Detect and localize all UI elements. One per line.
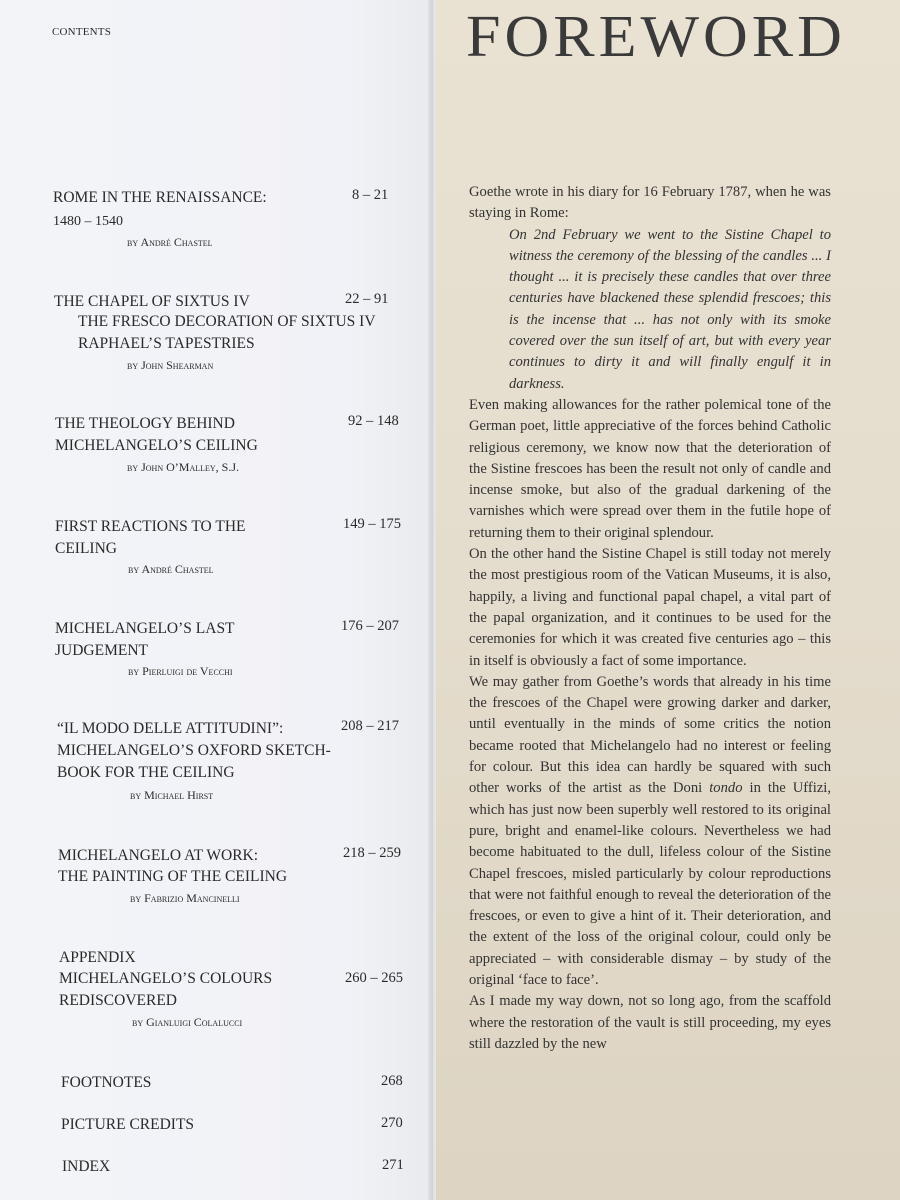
toc-entry-title-line: APPENDIX xyxy=(59,949,136,966)
foreword-paragraph xyxy=(469,672,831,991)
toc-entry-author: by André Chastel xyxy=(128,562,214,576)
toc-entry-pages: 176 – 207 xyxy=(341,618,399,634)
toc-entry-pages: 149 – 175 xyxy=(343,516,401,532)
toc-entry-title-line: REDISCOVERED xyxy=(59,992,177,1009)
paragraph-text: in the Uffizi, which has just now been superbly well restored to its original pure, bright and enamel-like colours. Nevertheless we had become habituated to the dull, lifeless colour of the Sistine Chapel frescoes, misled particularly by colour reproductions that were not faithful enough to reveal the deterioration of the frescoes, or even to give a hint of it. Their deterioration, and the extent of the loss of the original colour, could only be appreciated – with considerable dismay – by study of the original ‘face to face’. xyxy=(469,780,832,988)
toc-entry-pages: 268 xyxy=(381,1073,403,1089)
toc-entry-pages: 271 xyxy=(382,1157,404,1173)
toc-entry-author: by Gianluigi Colalucci xyxy=(132,1015,243,1029)
toc-entry-title-line: BOOK FOR THE CEILING xyxy=(57,764,235,781)
toc-entry-author: by Pierluigi de Vecchi xyxy=(128,664,233,678)
toc-entry-title-line: CEILING xyxy=(55,540,117,557)
toc-entry-title-line: THE CHAPEL OF SIXTUS IV xyxy=(54,293,250,310)
contents-heading: contents xyxy=(52,23,112,39)
toc-entry-title-line: FIRST REACTIONS TO THE xyxy=(55,518,246,535)
foreword-paragraph: Even making allowances for the rather polemical tone of the German poet, little appreciative of the forces behind Catholic religious ceremony, we know now that the deterioration of the Sistine frescoes has been the result not only of candle and incense smoke, but also of the gradual darkening of the varnishes which were spread over them in the futile hope of returning them to their original splendour. xyxy=(469,396,831,541)
paragraph-text: We may gather from Goethe’s words that already in his time the frescoes of the Chapel were growing darker and darker, until eventually in the minds of some critics the notion became rooted that Michelangelo had no interest or feeling for colour. But this idea can hardly be squared with such other works of the artist as the Doni xyxy=(469,673,831,797)
toc-entry-title-line: JUDGEMENT xyxy=(55,642,148,659)
goethe-quote: On 2nd February we went to the Sistine Chapel to witness the ceremony of the blessing of the candles ... I thought ... it is precisely these candles that over three centuries have blackened these splendid frescoes; this is the incense that ... has not only with its smoke covered over the sun itself of art, but with every year continues to dirty it and will finally engulf it in darkness. xyxy=(509,226,831,392)
toc-entry-author: by Fabrizio Mancinelli xyxy=(130,891,240,905)
contents-page xyxy=(0,0,433,1200)
toc-entry-pages: 208 – 217 xyxy=(341,718,399,734)
italic-term: tondo xyxy=(709,780,743,797)
toc-entry-author: by André Chastel xyxy=(127,235,213,249)
foreword-body xyxy=(469,182,831,1055)
foreword-intro: Goethe wrote in his diary for 16 February 1787, when he was staying in Rome: xyxy=(469,184,831,222)
toc-entry-pages: 22 – 91 xyxy=(345,291,389,307)
toc-entry-author: by John Shearman xyxy=(127,358,214,372)
toc-entry-author: by John O’Malley, S.J. xyxy=(127,460,240,474)
toc-entry-title-line: ROME IN THE RENAISSANCE: xyxy=(53,189,267,206)
toc-entry-author: by Michael Hirst xyxy=(130,788,214,802)
toc-entry-title-line: MICHELANGELO’S LAST xyxy=(55,620,235,637)
toc-entry-title-line: INDEX xyxy=(62,1158,111,1175)
toc-entry-title-line: PICTURE CREDITS xyxy=(61,1116,195,1133)
toc-entry-pages: 260 – 265 xyxy=(345,970,403,986)
toc-entry-pages: 270 xyxy=(381,1115,403,1131)
toc-entry-title-line: MICHELANGELO’S CEILING xyxy=(55,437,258,454)
toc-entry-title-line: THE PAINTING OF THE CEILING xyxy=(58,868,288,885)
toc-entry-title-line: FOOTNOTES xyxy=(61,1074,152,1091)
toc-entry-title-line: THE FRESCO DECORATION OF SIXTUS IV xyxy=(78,313,376,330)
foreword-paragraph: On the other hand the Sistine Chapel is still today not merely the most prestigious room of the Vatican Museums, it is also, happily, a living and functional papal chapel, a vital part of the papal organization, and it continues to be used for the ceremonies for which it was created five centuries ago – this in itself is obviously a fact of some importance. xyxy=(469,546,831,669)
toc-entry-title-line: MICHELANGELO’S COLOURS xyxy=(59,970,273,987)
foreword-paragraph: As I made my way down, not so long ago, from the scaffold where the restoration of the vault is still proceeding, my eyes still dazzled by the new xyxy=(469,993,831,1052)
toc-entry-pages: 8 – 21 xyxy=(352,187,389,203)
toc-entry-title-line: MICHELANGELO’S OXFORD SKETCH- xyxy=(57,742,331,759)
toc-entry-title-line: MICHELANGELO AT WORK: xyxy=(58,847,259,864)
toc-entry-pages: 218 – 259 xyxy=(343,845,401,861)
toc-entry-title-line: “IL MODO DELLE ATTITUDINI”: xyxy=(57,720,284,737)
foreword-title: FOREWORD xyxy=(466,4,846,70)
toc-entry-title-line: 1480 – 1540 xyxy=(53,214,123,229)
toc-entry-title-line: RAPHAEL’S TAPESTRIES xyxy=(78,335,255,352)
toc-entry-pages: 92 – 148 xyxy=(348,413,399,429)
toc-entry-title-line: THE THEOLOGY BEHIND xyxy=(55,415,235,432)
